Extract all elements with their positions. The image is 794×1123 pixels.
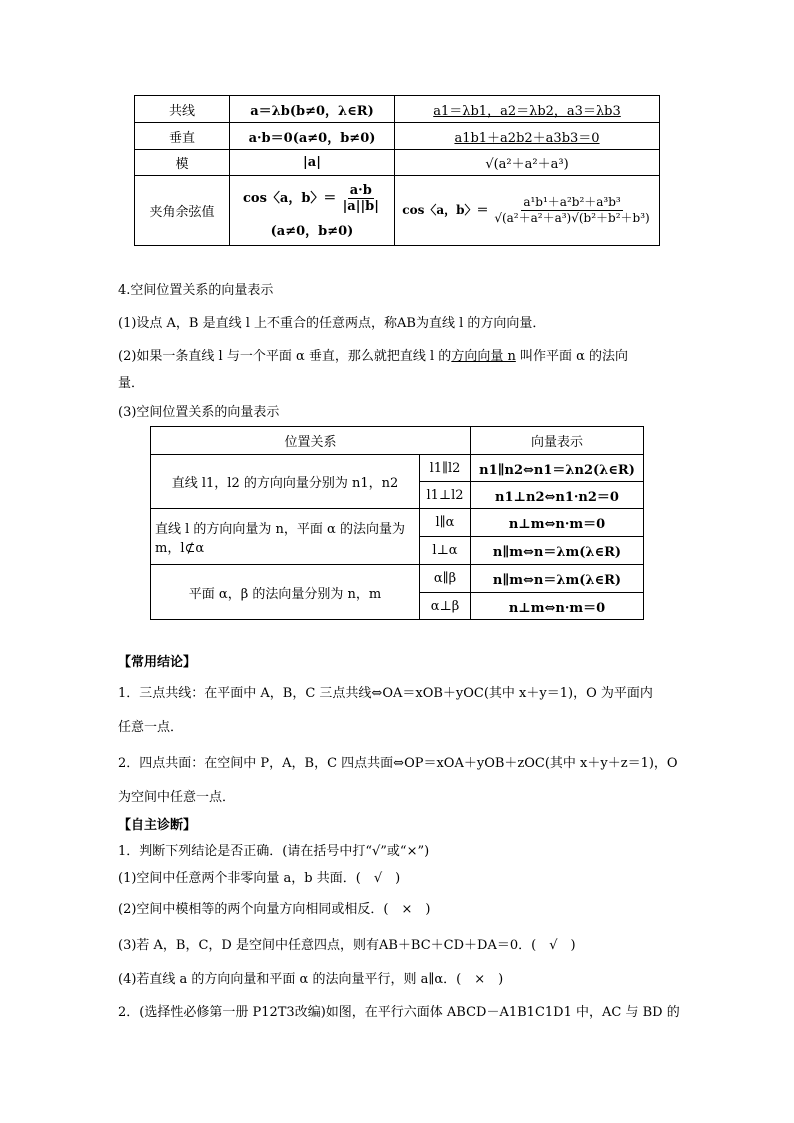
judgement-item: (2)空间中模相等的两个向量方向相同或相反．( × ) [118, 902, 431, 917]
row-vector-form [230, 176, 395, 246]
cos-prefix: cos〈a，b〉＝ [402, 203, 489, 217]
group-label: 直线 l1，l2 的方向向量分别为 n1，n2 [151, 455, 420, 509]
representation-cell: n∥m⇔n＝λm(λ∈R) [471, 537, 644, 565]
judgement-item: (3)若 A，B，C，D 是空间中任意四点，则有AB＋BC＋CD＋DA＝0．( √ ) [118, 938, 576, 953]
diagnosis-question-2: 2．(选择性必修第一册 P12T3改编)如图，在平行六面体 ABCD－A1B1C1D1 中，AC 与 BD 的 [118, 1005, 680, 1020]
fraction-numerator: a¹b¹＋a²b²＋a³b³ [523, 195, 621, 209]
cos-prefix: cos〈a，b〉＝ [243, 190, 337, 206]
row-coordinate-form: a1＝λb1，a2＝λb2，a3＝λb3 [395, 96, 660, 123]
row-vector-form: a·b＝0(a≠0，b≠0) [230, 123, 395, 150]
row-vector-form: |a| [230, 150, 395, 176]
conclusions-heading: 【常用结论】 [118, 655, 197, 670]
relation-cell: α∥β [420, 565, 471, 593]
vector-coordinate-table [134, 95, 660, 246]
section-title: 4.空间位置关系的向量表示 [118, 283, 274, 298]
underlined-answer: 方向向量 n [451, 349, 516, 364]
cos-condition: (a≠0，b≠0) [270, 223, 354, 239]
cos-coordinate-fraction [492, 195, 651, 226]
table-header-representation: 向量表示 [471, 427, 644, 455]
group-label: 直线 l 的方向向量为 n，平面 α 的法向量为 m，l⊄α [151, 509, 420, 565]
relation-cell: α⊥β [420, 593, 471, 620]
table-header-relation: 位置关系 [151, 427, 471, 455]
paragraph-subtitle: (3)空间位置关系的向量表示 [118, 405, 280, 420]
conclusion-collinear-cont: 任意一点． [118, 720, 184, 735]
fraction-numerator: a·b [349, 182, 372, 198]
row-coordinate-form: √(a²＋a²＋a³) [395, 150, 660, 176]
representation-cell: n1∥n2⇔n1＝λn2(λ∈R) [471, 455, 644, 482]
paragraph-direction-vector: (1)设点 A，B 是直线 l 上不重合的任意两点，称AB为直线 l 的方向向量． [118, 316, 546, 331]
position-relation-table [150, 426, 644, 620]
row-coordinate-form: a1b1＋a2b2＋a3b3＝0 [395, 123, 660, 150]
diagnosis-question-1: 1．判断下列结论是否正确．(请在括号中打“√”或“×”) [118, 844, 430, 859]
row-name: 夹角余弦值 [135, 176, 230, 246]
representation-cell: n⊥m⇔n·m＝0 [471, 593, 644, 620]
fraction-denominator: √(a²＋a²＋a³)√(b²＋b²＋b³) [494, 211, 650, 225]
fraction-denominator: |a||b| [342, 198, 379, 214]
relation-cell: l∥α [420, 509, 471, 537]
conclusion-collinear: 1．三点共线：在平面中 A，B，C 三点共线⇔OA＝xOB＋yOC(其中 x＋y＝1)，O 为平面内 [118, 686, 653, 701]
representation-cell: n1⊥n2⇔n1·n2＝0 [471, 482, 644, 509]
paragraph-normal-vector [118, 345, 628, 364]
cos-fraction [341, 183, 381, 214]
judgement-item: (4)若直线 a 的方向向量和平面 α 的法向量平行，则 a∥α．( × ) [118, 972, 504, 987]
conclusion-coplanar-cont: 为空间中任意一点． [118, 790, 236, 805]
relation-cell: l⊥α [420, 537, 471, 565]
row-coordinate-form [395, 176, 660, 246]
text-part: (2)如果一条直线 l 与一个平面 α 垂直，那么就把直线 l 的 [118, 349, 452, 364]
representation-cell: n⊥m⇔n·m＝0 [471, 509, 644, 537]
diagnosis-heading: 【自主诊断】 [118, 818, 197, 833]
row-name: 共线 [135, 96, 230, 123]
relation-cell: l1∥l2 [420, 455, 471, 482]
group-label: 平面 α，β 的法向量分别为 n，m [151, 565, 420, 620]
row-name: 模 [135, 150, 230, 176]
judgement-item: (1)空间中任意两个非零向量 a，b 共面．( √ ) [118, 871, 401, 886]
row-name: 垂直 [135, 123, 230, 150]
paragraph-continuation: 量． [118, 376, 145, 391]
text-part: 叫作平面 α 的法向 [515, 349, 629, 364]
representation-cell: n∥m⇔n＝λm(λ∈R) [471, 565, 644, 593]
row-vector-form: a＝λb(b≠0，λ∈R) [230, 96, 395, 123]
conclusion-coplanar: 2．四点共面：在空间中 P，A，B，C 四点共面⇔OP＝xOA＋yOB＋zOC(其中 x＋y＋z＝1)，O [118, 756, 678, 771]
relation-cell: l1⊥l2 [420, 482, 471, 509]
